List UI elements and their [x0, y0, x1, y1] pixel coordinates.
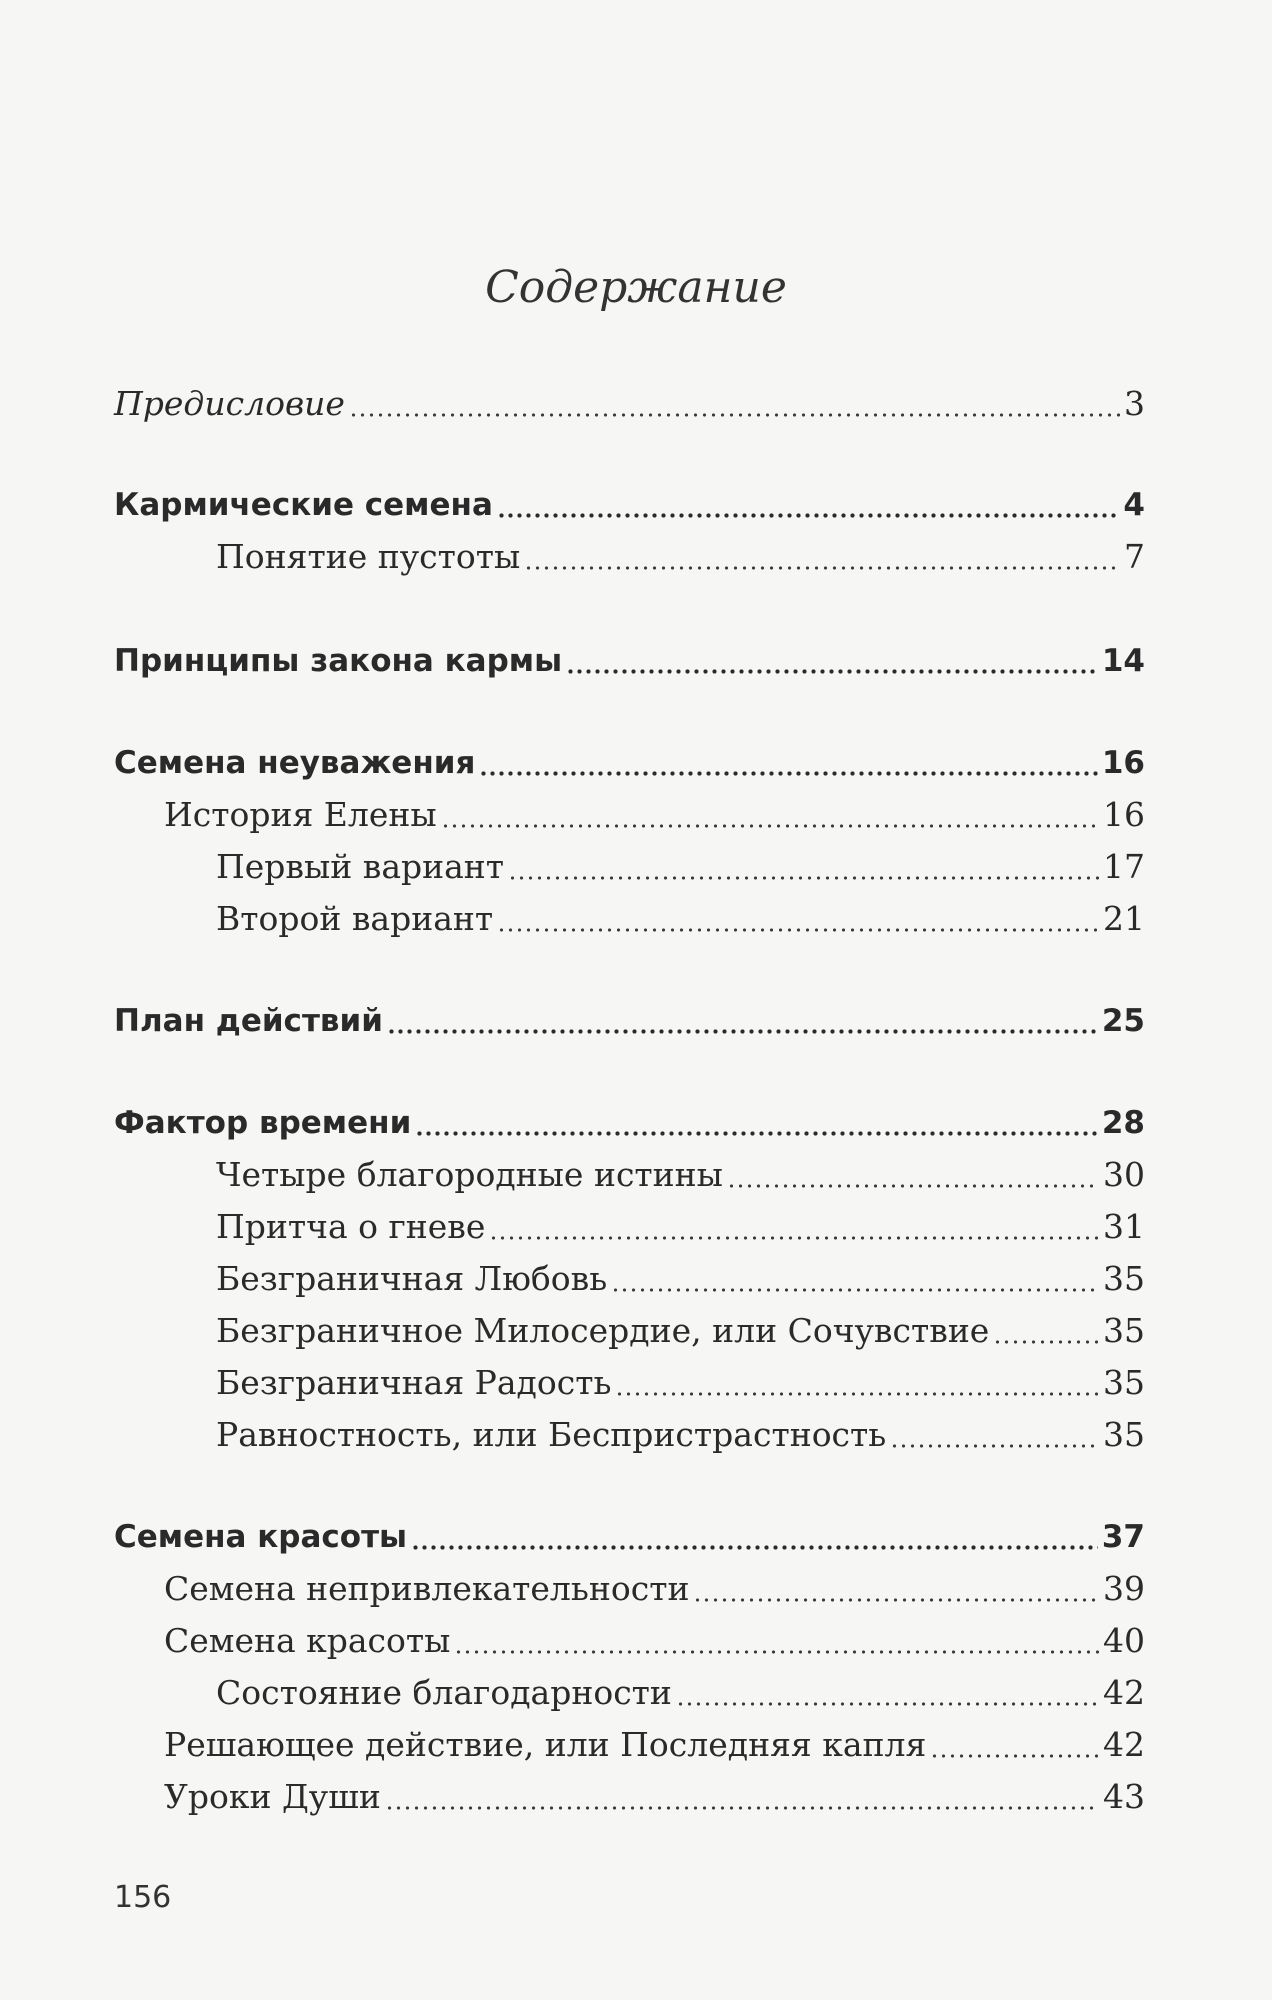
- toc-dot-leader: [727, 1149, 1099, 1201]
- toc-entry: [114, 737, 1145, 789]
- toc-entry: [164, 1563, 1145, 1615]
- toc-dot-leader: [890, 1409, 1099, 1461]
- toc-entry-title: Уроки Души: [164, 1777, 381, 1816]
- toc-entry-title: Фактор времени: [114, 1105, 412, 1141]
- toc-entry-title: Первый вариант: [216, 847, 505, 886]
- toc-dot-leader: [387, 995, 1098, 1047]
- toc-entry: [216, 1409, 1145, 1461]
- toc-dot-leader: [615, 1357, 1099, 1409]
- toc-entry-page: 40: [1103, 1621, 1145, 1660]
- toc-entry-title: Безграничная Любовь: [216, 1259, 608, 1298]
- toc-dot-leader: [524, 531, 1120, 583]
- toc-entry-title: Семена красоты: [114, 1519, 408, 1555]
- toc-entry-page: 39: [1103, 1569, 1145, 1608]
- toc-entry-page: 16: [1103, 795, 1145, 834]
- toc-entry-page: 3: [1124, 384, 1145, 423]
- toc-entry: [216, 1253, 1145, 1305]
- toc-entry-title: Безграничная Радость: [216, 1363, 612, 1402]
- toc-entry-page: 28: [1101, 1105, 1145, 1141]
- toc-dot-leader: [611, 1253, 1099, 1305]
- toc-entry-title: Притча о гневе: [216, 1207, 486, 1246]
- toc-entry-page: 35: [1103, 1311, 1145, 1350]
- toc-entry: [216, 1357, 1145, 1409]
- toc-dot-leader: [566, 635, 1098, 687]
- toc-entry-page: 14: [1101, 643, 1145, 679]
- toc-entry: [216, 1201, 1145, 1253]
- toc-entry: [216, 531, 1145, 583]
- page-number: 156: [114, 1880, 172, 1915]
- toc-entry: [216, 1667, 1145, 1719]
- toc-entry-title: Понятие пустоты: [216, 537, 521, 576]
- toc-dot-leader: [993, 1305, 1099, 1357]
- toc-dot-leader: [441, 789, 1099, 841]
- toc-entry: [216, 1305, 1145, 1357]
- toc-entry: [216, 1149, 1145, 1201]
- toc-dot-leader: [349, 378, 1120, 430]
- toc-dot-leader: [676, 1667, 1099, 1719]
- toc-entry: [114, 1511, 1145, 1563]
- toc-dot-leader: [930, 1719, 1099, 1771]
- toc-entry: [114, 1097, 1145, 1149]
- toc-entry-page: 35: [1103, 1415, 1145, 1454]
- toc-entry-title: Кармические семена: [114, 487, 493, 523]
- toc-entry-page: 42: [1103, 1725, 1145, 1764]
- toc-dot-leader: [497, 479, 1120, 531]
- toc-entry: [216, 893, 1145, 945]
- toc-entry: [164, 1719, 1145, 1771]
- toc-dot-leader: [385, 1771, 1099, 1823]
- toc-entry-title: Семена непривлекательности: [164, 1569, 690, 1608]
- toc-entry-title: Семена неуважения: [114, 745, 476, 781]
- toc-entry-page: 31: [1103, 1207, 1145, 1246]
- toc-entry: [216, 841, 1145, 893]
- toc-entry-page: 4: [1123, 487, 1145, 523]
- toc-entry-title: Принципы закона кармы: [114, 643, 563, 679]
- toc-entry-page: 42: [1103, 1673, 1145, 1712]
- toc-entry-page: 35: [1103, 1259, 1145, 1298]
- toc-dot-leader: [479, 737, 1097, 789]
- toc-dot-leader: [508, 841, 1099, 893]
- toc-dot-leader: [415, 1097, 1098, 1149]
- toc-entry-title: История Елены: [164, 795, 437, 834]
- toc-entry: [114, 635, 1145, 687]
- toc-entry: [114, 378, 1145, 430]
- toc-dot-leader: [411, 1511, 1098, 1563]
- toc-dot-leader: [693, 1563, 1099, 1615]
- toc-entry: [164, 789, 1145, 841]
- toc-entry-page: 43: [1103, 1777, 1145, 1816]
- toc-dot-leader: [489, 1201, 1099, 1253]
- toc-entry-page: 30: [1103, 1155, 1145, 1194]
- toc-entry-title: Предисловие: [114, 384, 345, 423]
- toc-entry: [114, 479, 1145, 531]
- toc-entry-page: 7: [1124, 537, 1145, 576]
- toc-entry-title: Состояние благодарности: [216, 1673, 672, 1712]
- toc-entry: [114, 995, 1145, 1047]
- toc-entry-page: 25: [1101, 1003, 1145, 1039]
- toc-entry-page: 17: [1103, 847, 1145, 886]
- toc-entry-page: 16: [1101, 745, 1145, 781]
- toc-entry-page: 21: [1103, 899, 1145, 938]
- toc-entry-title: Равностность, или Беспристрастность: [216, 1415, 887, 1454]
- toc-entry-title: Безграничное Милосердие, или Сочувствие: [216, 1311, 990, 1350]
- toc-dot-leader: [454, 1615, 1099, 1667]
- toc-entry-title: Четыре благородные истины: [216, 1155, 723, 1194]
- toc-entry-title: Семена красоты: [164, 1621, 451, 1660]
- toc-entry: [164, 1771, 1145, 1823]
- toc-entry: [164, 1615, 1145, 1667]
- toc-entry-page: 37: [1101, 1519, 1145, 1555]
- toc-dot-leader: [497, 893, 1099, 945]
- toc-entry-title: Второй вариант: [216, 899, 494, 938]
- toc-entry-page: 35: [1103, 1363, 1145, 1402]
- toc-entry-title: План действий: [114, 1003, 383, 1039]
- toc-entry-title: Решающее действие, или Последняя капля: [164, 1725, 927, 1764]
- page-title: Содержание: [485, 262, 787, 313]
